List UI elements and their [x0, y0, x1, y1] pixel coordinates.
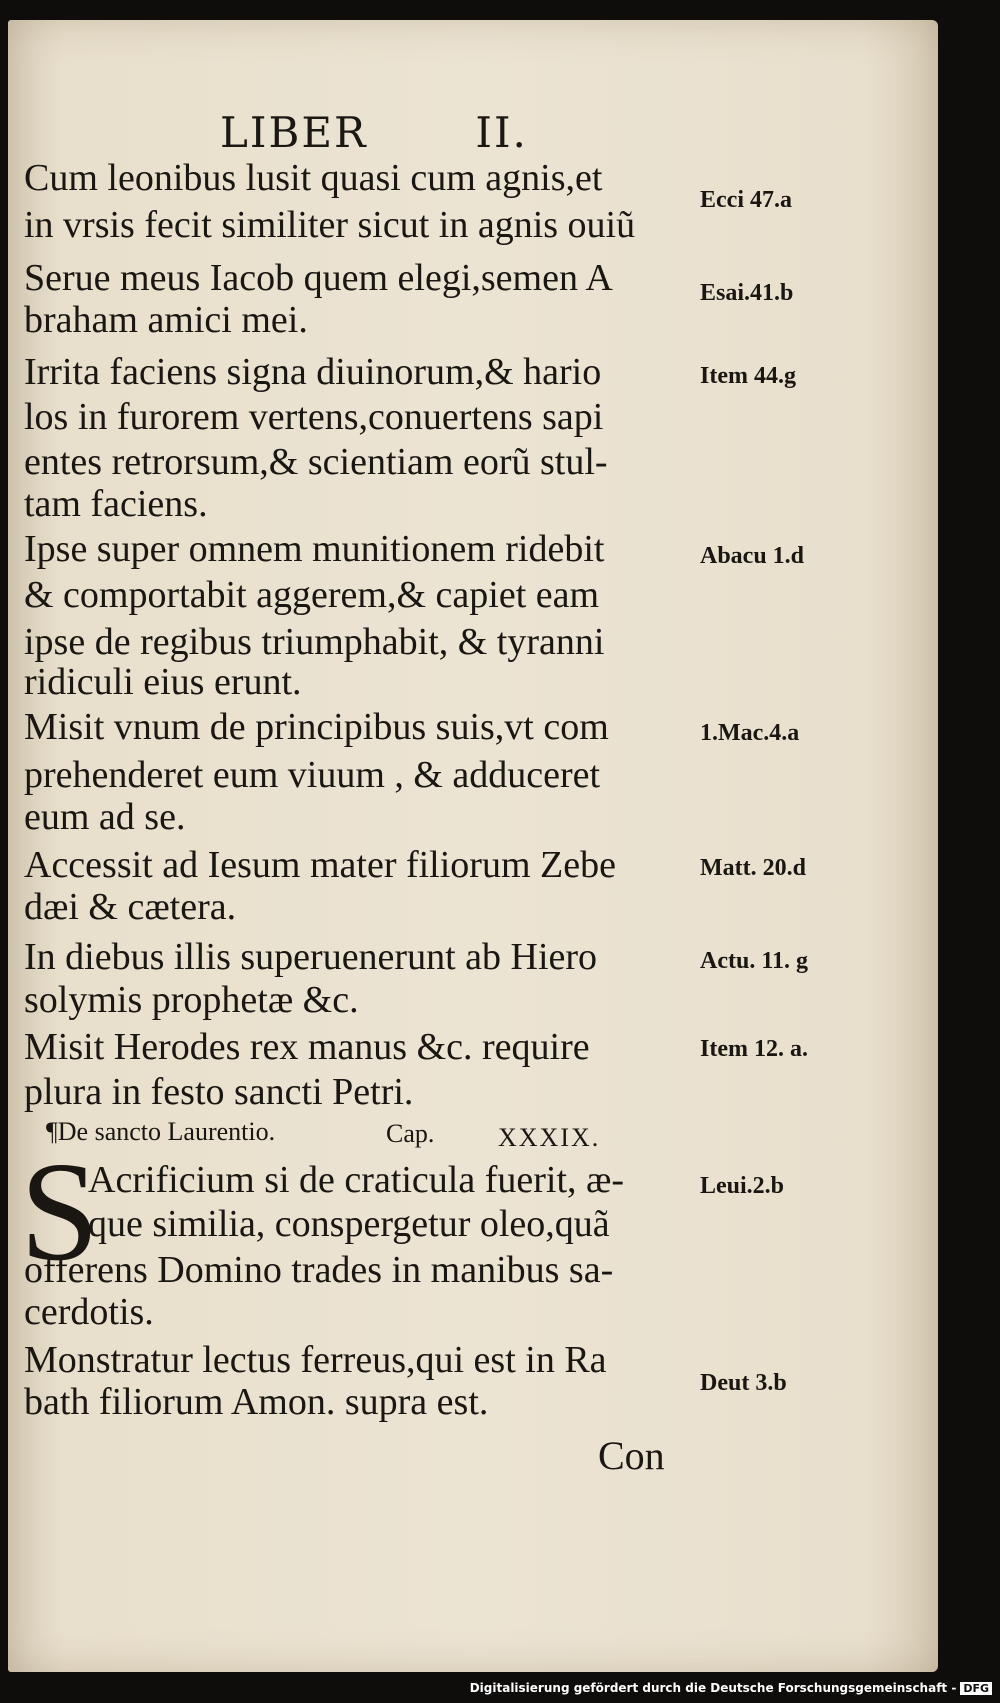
text-line: Misit vnum de principibus suis,vt com: [24, 706, 609, 748]
text-line: Irrita faciens signa diuinorum,& hario: [24, 351, 602, 393]
text-line: bath filiorum Amon. supra est.: [24, 1381, 489, 1423]
chapter-cap: Cap.: [386, 1119, 435, 1148]
text-line: prehenderet eum viuum , & adduceret: [24, 754, 601, 796]
text-line: Accessit ad Iesum mater filiorum Zebe: [24, 844, 616, 886]
text-line: Serue meus Iacob quem elegi,semen A: [24, 257, 613, 299]
margin-note: Leui.2.b: [700, 1173, 785, 1199]
text-line: tam faciens.: [24, 483, 208, 525]
chapter-title: ¶De sancto Laurentio.: [46, 1117, 276, 1146]
margin-note: Deut 3.b: [700, 1370, 787, 1396]
text-line: que similia, conspergetur oleo,quã: [88, 1203, 610, 1245]
text-line: in vrsis fecit similiter sicut in agnis ouiũ: [24, 204, 636, 246]
text-line: Acrificium si de craticula fuerit, æ-: [88, 1159, 625, 1201]
chapter-number: XXXIX.: [498, 1123, 601, 1152]
text-line: dæi & cætera.: [24, 886, 237, 928]
margin-note: Actu. 11. g: [700, 948, 808, 974]
text-line: ipse de regibus triumphabit, & tyranni: [24, 621, 605, 663]
text-line: offerens Domino trades in manibus sa-: [24, 1249, 614, 1291]
text-line: solymis prophetæ &c.: [24, 979, 359, 1021]
text-line: ridiculi eius erunt.: [24, 661, 302, 703]
text-line: cerdotis.: [24, 1291, 154, 1333]
margin-note: Ecci 47.a: [700, 187, 792, 213]
header-liber: LIBER: [220, 108, 368, 157]
margin-note: 1.Mac.4.a: [700, 720, 800, 746]
text-line: Misit Herodes rex manus &c. require: [24, 1026, 590, 1068]
text-line: braham amici mei.: [24, 299, 308, 341]
text-line: Cum leonibus lusit quasi cum agnis,et: [24, 157, 603, 199]
catchword: Con: [598, 1433, 665, 1478]
text-line: Ipse super omnem munitionem ridebit: [24, 528, 605, 570]
margin-note: Abacu 1.d: [700, 543, 805, 569]
text-line: plura in festo sancti Petri.: [24, 1071, 414, 1113]
margin-note: Item 44.g: [700, 363, 796, 389]
text-line: los in furorem vertens,conuertens sapi: [24, 396, 604, 438]
credit-text: Digitalisierung gefördert durch die Deutsche Forschungsgemeinschaft -: [469, 1681, 957, 1695]
text-line: In diebus illis superuenerunt ab Hiero: [24, 936, 598, 978]
header-number: II.: [475, 108, 528, 157]
running-header: [220, 108, 528, 157]
margin-note: Esai.41.b: [700, 280, 794, 306]
drop-capital: S: [20, 1132, 99, 1290]
digitization-credit: [470, 1681, 992, 1695]
text-line: entes retrorsum,& scientiam eorũ stul-: [24, 441, 608, 483]
text-line: Monstratur lectus ferreus,qui est in Ra: [24, 1339, 607, 1381]
text-line: & comportabit aggerem,& capiet eam: [24, 574, 600, 616]
margin-note: Matt. 20.d: [700, 855, 806, 881]
dfg-logo: DFG: [960, 1682, 992, 1695]
margin-note: Item 12. a.: [700, 1036, 808, 1062]
text-line: eum ad se.: [24, 796, 186, 838]
